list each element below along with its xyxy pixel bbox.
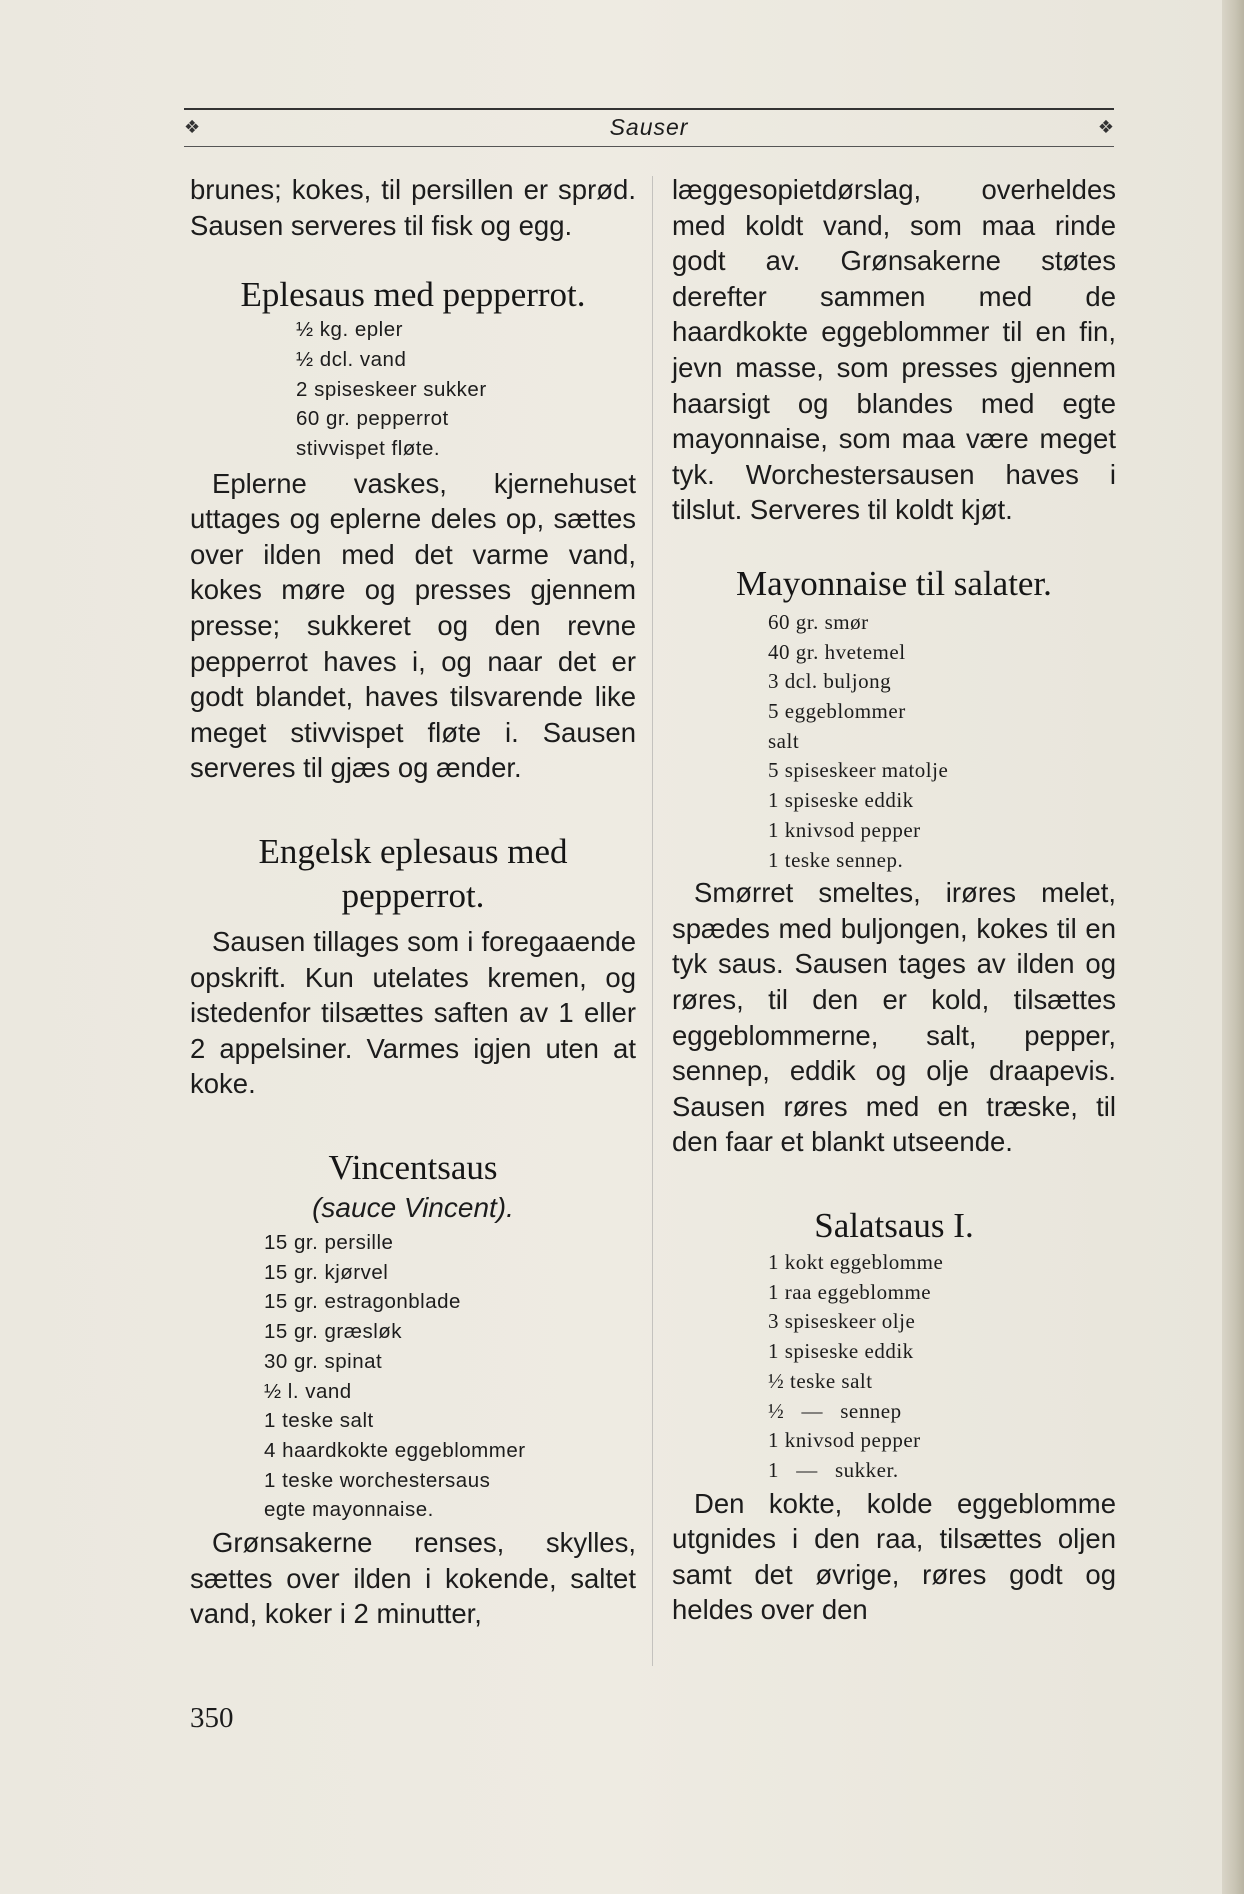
ingredient-item: 1 teske salt <box>264 1409 374 1433</box>
ingredient-item: 4 haardkokte eggeblommer <box>264 1438 526 1462</box>
left-ornament-icon: ❖ <box>184 117 201 138</box>
ingredient-item: 1 kokt eggeblomme <box>768 1250 944 1275</box>
ingredient-item: 15 gr. persille <box>264 1231 394 1255</box>
left-column <box>190 172 636 1632</box>
subheading-sauce-vincent: (sauce Vincent). <box>312 1192 514 1224</box>
ingredient-item: 1 raa eggeblomme <box>768 1279 932 1304</box>
right-ornament-icon: ❖ <box>1097 117 1114 138</box>
ingredient-item: salt <box>768 728 800 753</box>
ingredient-item: 40 gr. hvetemel <box>768 639 906 664</box>
heading-eplesaus: Eplesaus med pepperrot. <box>240 275 586 315</box>
paragraph-vincentsaus-continued: læggesopietdørslag, overheldes med koldt vand, som maa rinde godt av. Grønsakerne støtes derefter sammen med de haardkokte eggeblommer til en fin, jevn masse, som presses gjennem haarsigt og blandes med egte mayonnaise, som maa være meget tyk. Worchestersausen haves i tilslut. Serveres til koldt kjøt. <box>672 174 1116 526</box>
ingredient-item: ½ dcl. vand <box>296 347 407 371</box>
ingredient-item: 1 knivsod pepper <box>768 1428 921 1453</box>
header-rule-bottom <box>184 146 1114 147</box>
ingredient-item: egte mayonnaise. <box>264 1498 434 1522</box>
right-column <box>672 172 1116 1628</box>
page-edge <box>1222 0 1244 1894</box>
ingredient-list-vincentsaus <box>264 1228 636 1525</box>
paragraph-salatsaus: Den kokte, kolde eggeblomme utgnides i den raa, tilsættes oljen samt det øvrige, røres godt og heldes over den <box>672 1487 1116 1626</box>
ingredient-list-mayonnaise <box>768 608 1116 875</box>
paragraph-eplesaus: Eplerne vaskes, kjernehuset uttages og eplerne deles op, sættes over ilden med det varme vand, kokes møre og presses gjennem presse; sukkeret og den revne pepperrot haves i, og naar det er godt blandet, haves tilsvarende like meget stivvispet fløte i. Sausen serveres til gjæs og ænder. <box>190 467 636 784</box>
ingredient-item: 60 gr. smør <box>768 609 869 634</box>
heading-salatsaus: Salatsaus I. <box>814 1206 974 1246</box>
header-rule-top <box>184 108 1114 110</box>
ingredient-item: 5 spiseskeer matolje <box>768 758 949 783</box>
page-number: 350 <box>190 1702 234 1734</box>
ingredient-item: 1 spiseske eddik <box>768 1339 914 1364</box>
paragraph-engelsk-eplesaus: Sausen tillages som i foregaaende opskrift. Kun utelates kremen, og istedenfor tilsættes saften av 1 eller 2 appelsiner. Varmes igjen uten at koke. <box>190 926 636 1100</box>
ingredient-item: 1 spiseske eddik <box>768 788 914 813</box>
ingredient-item: 1 teske worchestersaus <box>264 1468 491 1492</box>
ingredient-item: 1 knivsod pepper <box>768 817 921 842</box>
running-title: Sauser <box>609 114 689 140</box>
ingredient-item: 15 gr. estragonblade <box>264 1290 461 1314</box>
ingredient-item: 3 dcl. buljong <box>768 669 892 694</box>
heading-engelsk-eplesaus-line1: Engelsk eplesaus med <box>258 832 568 872</box>
ingredient-item: 5 eggeblommer <box>768 699 906 724</box>
ingredient-list-salatsaus <box>768 1248 1116 1486</box>
ingredient-item: 3 spiseskeer olje <box>768 1309 916 1334</box>
ingredient-list-eplesaus <box>296 315 636 464</box>
ingredient-item: stivvispet fløte. <box>296 437 441 460</box>
ingredient-item: 30 gr. spinat <box>264 1349 383 1373</box>
ingredient-item: 1 — sukker. <box>768 1457 899 1482</box>
ingredient-item: 2 spiseskeer sukker <box>296 377 487 401</box>
heading-engelsk-eplesaus-line2: pepperrot. <box>341 876 485 916</box>
ingredient-item: ½ teske salt <box>768 1368 873 1393</box>
paragraph-vincentsaus: Grønsakerne renses, skylles, sættes over ilden i kokende, saltet vand, koker i 2 minutter, <box>190 1527 636 1630</box>
heading-vincentsaus: Vincentsaus <box>328 1148 498 1188</box>
ingredient-item: 15 gr. kjørvel <box>264 1260 389 1284</box>
ingredient-item: 60 gr. pepperrot <box>296 407 449 431</box>
paragraph-continuation: brunes; kokes, til persillen er sprød. Sausen serveres til fisk og egg. <box>190 174 636 241</box>
ingredient-item: ½ l. vand <box>264 1379 352 1403</box>
paragraph-mayonnaise: Smørret smeltes, irøres melet, spædes med buljongen, kokes til en tyk saus. Sausen tages av ilden og røres, til den er kold, tilsættes eggeblommerne, salt, pepper, sennep, eddik og olje draapevis. Sausen røres med en træske, til den faar et blankt utseende. <box>672 877 1116 1158</box>
ingredient-item: ½ kg. epler <box>296 318 403 342</box>
heading-mayonnaise: Mayonnaise til salater. <box>736 563 1052 603</box>
ingredient-item: 15 gr. græsløk <box>264 1320 403 1344</box>
ingredient-item: 1 teske sennep. <box>768 847 904 872</box>
ingredient-item: ½ — sennep <box>768 1398 902 1423</box>
running-header <box>184 102 1114 148</box>
column-divider <box>652 176 653 1666</box>
